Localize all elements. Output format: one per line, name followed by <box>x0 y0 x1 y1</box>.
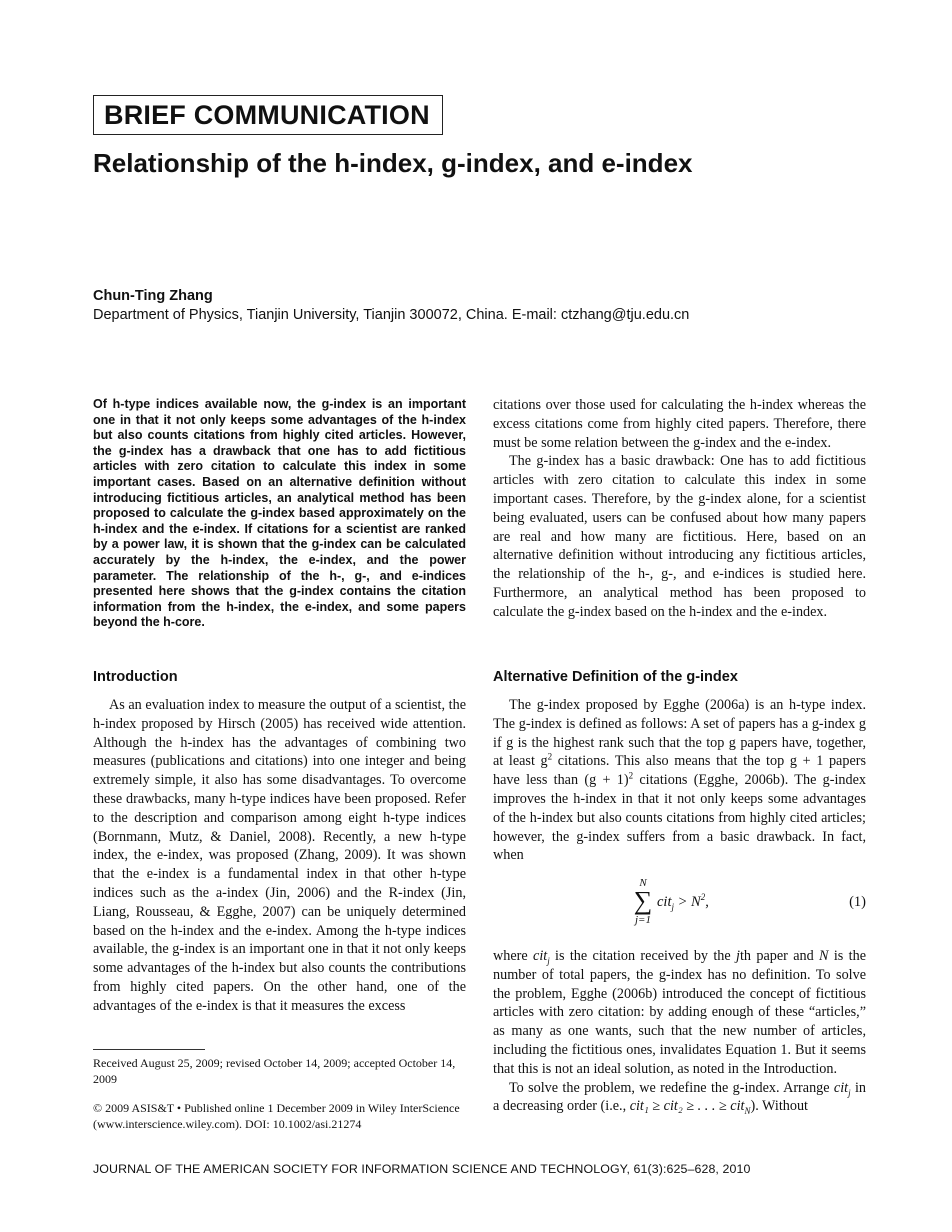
equation-body <box>657 894 709 911</box>
definition-sup-1: 2 <box>547 751 553 762</box>
math-cit: cit <box>533 948 548 964</box>
eq-relation-sup: 2 <box>700 892 706 903</box>
text-run: is the number of total papers, the g-index has no definition. To solve the problem, Egghe (2006b) introduced the concept of fictitious articles with zero citation: by adding enough of these “articles,” as many as one wants, such that the new number of articles, including the fictitious ones, invalidates Equation 1. But it seems that this is not an ideal solution, as noted in the Introduction. <box>493 948 866 1077</box>
section-label: BRIEF COMMUNICATION <box>93 95 443 135</box>
math-order: cit₁ ≥ cit₂ ≥ . . . ≥ cit <box>629 1098 745 1115</box>
eq-term: cit <box>657 894 672 910</box>
text-run: is the citation received by the <box>549 948 737 964</box>
footnote-received: Received August 25, 2009; revised October 14, 2009; accepted October 14, 2009 <box>93 1056 456 1086</box>
eq-end: , <box>705 894 709 910</box>
journal-footer: JOURNAL OF THE AMERICAN SOCIETY FOR INFORMATION SCIENCE AND TECHNOLOGY, 61(3):625–628, 2010 <box>93 1162 751 1176</box>
text-run: To solve the problem, we redefine the g-index. Arrange <box>509 1079 834 1096</box>
math-sub-j: j <box>848 1087 851 1098</box>
math-N: N <box>819 948 829 964</box>
equation-1 <box>493 876 866 936</box>
footnote-divider <box>93 1049 205 1050</box>
math-sub-j: j <box>547 955 550 966</box>
math-sub-N: N <box>744 1106 751 1117</box>
alternative-definition-body <box>493 696 866 865</box>
introduction-heading: Introduction <box>93 669 178 685</box>
author-name: Chun-Ting Zhang <box>93 288 213 304</box>
eq-term-sub: j <box>671 901 675 912</box>
post-equation-paragraph <box>493 947 866 1079</box>
definition-text-a: The g-index proposed by Egghe (2006a) is an h-type index. The g-index is defined as follows: A set of papers has a g-index g if g is the highest rank such that the top g papers have, together, at least g <box>493 697 866 770</box>
text-run: in a decreasing order (i.e., <box>493 1079 866 1115</box>
footnote-copyright: © 2009 ASIS&T • Published online 1 December 2009 in Wiley InterScience (www.interscience.wiley.com). DOI: 10.1002/asi.21274 <box>93 1101 460 1131</box>
definition-paragraph <box>493 696 866 865</box>
introduction-paragraph: As an evaluation index to measure the output of a scientist, the h-index proposed by Hirsch (2005) has received wide attention. Although the h-index has the advantages of combining two measures (publications and citations) into one integer and being extremely simple, it also has some disadvantages. To overcome these drawbacks, many h-type indices have been proposed. Refer to the description and comparison among eight h-type indices (Bornmann, Mutz, & Daniel, 2008). Recently, a new h-type index, the e-index, was proposed (Zhang, 2009). It was shown that the e-index is a fundamental index in that other h-type indices such as the a-index (Jin, 2006) and the R-index (Jin, Liang, Rousseau, & Egghe, 2007) can be uniquely determined based on the h-index and the e-index. Among the h-type indices available, the g-index is an important one in that it not only keeps some advantages of the h-index but also counts the contributions from highly cited papers. On the other hand, one of the advantages of the e-index is that it measures the excess <box>93 697 466 1014</box>
equation-number: (1) <box>849 894 866 910</box>
paper-title: Relationship of the h-index, g-index, and e-index <box>93 148 693 178</box>
math-cit: cit <box>833 1079 849 1096</box>
continuation-paragraph: citations over those used for calculating the h-index whereas the excess citations come from highly cited papers. Therefore, there must be some relation between the g-index and the e-index. <box>493 397 866 451</box>
definition-text-b: citations. This also means that the top g + 1 papers have less than (g + 1) <box>493 753 866 789</box>
post-equation-body <box>493 947 866 1116</box>
definition-sup-2: 2 <box>628 770 634 781</box>
eq-relation: > N <box>674 894 701 910</box>
redefine-paragraph <box>493 1079 866 1117</box>
sum-symbol: ∑ <box>633 886 653 915</box>
math-j: j <box>736 948 740 964</box>
sum-upper-limit: N <box>639 877 647 889</box>
alternative-definition-heading: Alternative Definition of the g-index <box>493 669 738 685</box>
right-column-intro <box>493 396 866 622</box>
summation <box>633 878 653 927</box>
text-run: ). Without <box>750 1098 808 1115</box>
text-run: where <box>493 948 534 964</box>
text-run: th paper and <box>739 948 820 964</box>
introduction-body <box>93 696 466 1016</box>
definition-text-c: citations (Egghe, 2006b). The g-index improves the h-index in that it not only keeps some advantages of the h-index but also counts citations from highly cited articles; however, the g-index suffers from a basic drawback. In fact, when <box>493 772 866 864</box>
author-affiliation: Department of Physics, Tianjin University, Tianjin 300072, China. E-mail: ctzhang@tju.edu.cn <box>93 307 690 323</box>
abstract: Of h-type indices available now, the g-index is an important one in that it not only keeps some advantages of the h-index but also counts citations from highly cited articles. However, the g-index has a drawback that one has to add fictitious articles with zero citation to calculate this index in some important cases. Based on an alternative definition without introducing fictitious articles, an analytical method has been proposed to calculate the g-index based approximately on the h-index and the e-index. If citations for a scientist are ranked by a power law, it is shown that the g-index can be calculated accurately by the h-index, the e-index, and the power parameter. The relationship of the h-, g-, and e-indices presented here shows that the g-index contains the citation information from the h-index, the e-index, and some papers beyond the h-core. <box>93 397 466 630</box>
sum-lower-limit: j=1 <box>635 914 651 926</box>
drawback-paragraph: The g-index has a basic drawback: One has to add fictitious articles with zero citation to calculate this index in some important cases. Therefore, by the g-index alone, for a scientist being evaluated, users can be confused about how many papers are real and how many are fictitious. Here, based on an alternative definition without introducing any fictitious articles, the relationship of the h-, g-, and e-indices is studied here. Furthermore, an analytical method has been proposed to calculate the g-index based on the h-index and the e-index. <box>493 453 866 620</box>
